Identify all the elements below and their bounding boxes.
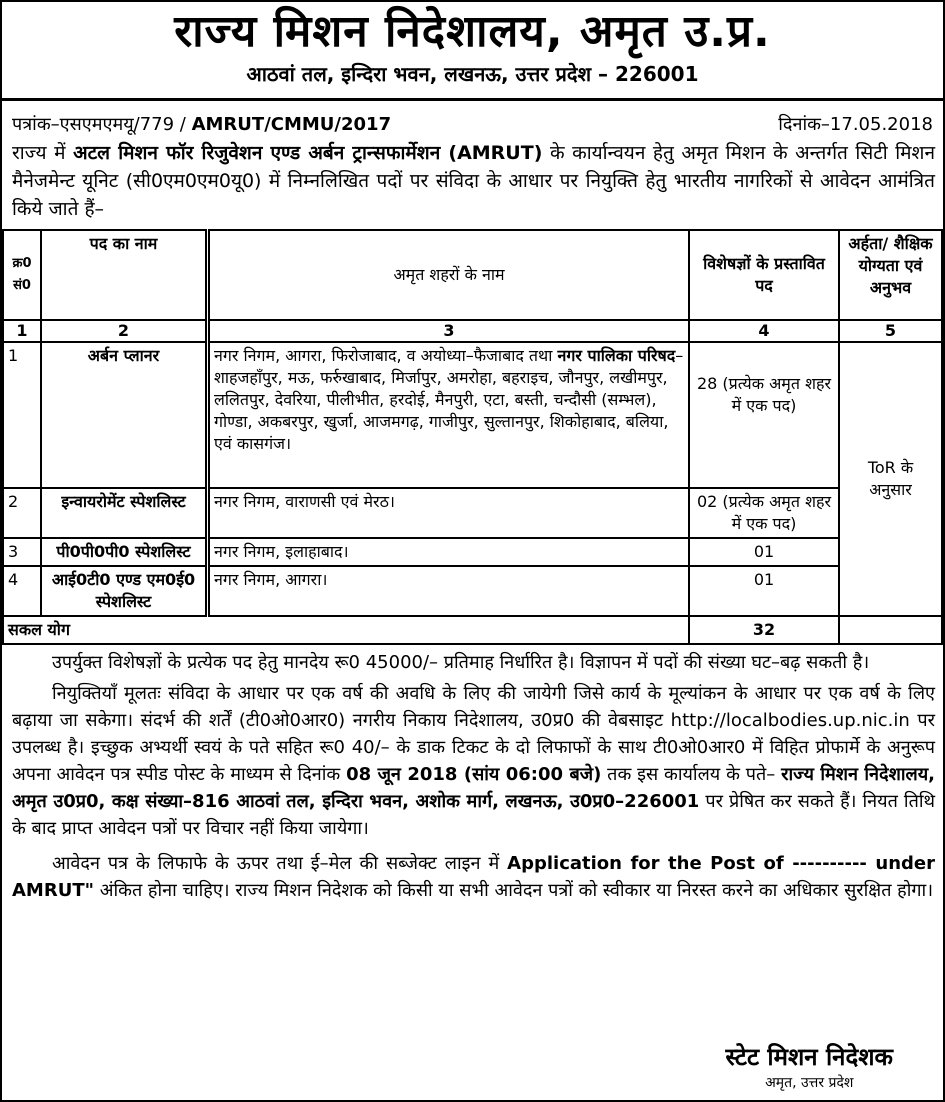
col-count: विशेषज्ञों के प्रस्तावित पद (689, 230, 839, 320)
intro-text-2: के कार्यान्वयन हेतु अमृत मिशन के अन्तर्गत सिटी मिशन मैनेजमेन्ट यूनिट (सी0एम0एम0यू0) में निम्नलिखित पदों पर संविदा के आधार पर नियुक्ति हेतु भारतीय नागरिकों से आवेदन आमंत्रित किये जाते हैं– (12, 142, 936, 220)
col-number: 3 (208, 320, 690, 342)
subject-text-2: अंकित होना चाहिए। राज्य मिशन निदेशक को किसी या सभी आवेदन पत्रों को स्वीकार या निरस्त करने का अधिकार सुरक्षित होगा। (93, 880, 934, 901)
col-post: पद का नाम (41, 230, 208, 320)
col-qualification: अर्हता/ शैक्षिक योग्यता एवं अनुभव (839, 230, 942, 320)
honorarium-paragraph: उपर्युक्त विशेषज्ञों के प्रत्येक पद हेतु मानदेय रू0 45000/– प्रतिमाह निर्धारित है। विज्ञापन में पदों की संख्या घट–बढ़ सकती है। (52, 652, 870, 673)
total-empty (839, 616, 942, 644)
row-serial: 1 (3, 342, 41, 488)
table-row (3, 488, 942, 538)
row-count: 02 (प्रत्येक अमृत शहर में एक पद) (689, 488, 839, 538)
col-number: 4 (689, 320, 839, 342)
terms-text-3: पर प्रेषित कर सकते हैं। नियत तिथि के बाद प्राप्त आवेदन पत्रों पर विचार नहीं किया जायेगा। (12, 791, 935, 839)
row-count: 01 (689, 538, 839, 566)
col-number: 2 (41, 320, 208, 342)
table-header-row (3, 230, 942, 320)
intro-text: राज्य में (12, 142, 74, 164)
col-number: 1 (3, 320, 41, 342)
signatory-title: स्टेट मिशन निदेशक (725, 1043, 893, 1071)
signatory-subtitle: अमृत, उत्तर प्रदेश (765, 1075, 854, 1091)
col-cities: अमृत शहरों के नाम (208, 230, 690, 320)
col-number: 5 (839, 320, 942, 342)
office-address: आठवां तल, इन्दिरा भवन, लखनऊ, उत्तर प्रदेश – 226001 (246, 62, 699, 86)
total-value: 32 (689, 616, 839, 644)
subject-text: आवेदन पत्र के लिफाफे के ऊपर तथा ई–मेल की सब्जेक्ट लाइन में (52, 853, 508, 874)
letter-number-code: AMRUT/CMMU/2017 (191, 114, 392, 135)
row-cities: नगर निगम, वाराणसी एवं मेरठ। (208, 488, 690, 538)
row-serial: 4 (3, 566, 41, 616)
row-cities: नगर निगम, इलाहाबाद। (208, 538, 690, 566)
cities-bold: नगर पालिका परिषद (557, 346, 676, 365)
intro-scheme-name: अटल मिशन फॉर रिजुवेशन एण्ड अर्बन ट्रान्सफार्मेशन (AMRUT) (73, 142, 543, 164)
column-number-row (3, 320, 942, 342)
row-post: पी0पी0पी0 स्पेशलिस्ट (41, 538, 208, 566)
row-serial: 2 (3, 488, 41, 538)
terms-paragraph (2, 676, 943, 842)
reference-row (2, 101, 943, 137)
qualification-cell: ToR के अनुसार (839, 342, 942, 616)
total-row (3, 616, 942, 644)
terms-text-2: तक इस कार्यालय के पते– (601, 764, 782, 785)
cities-text: नगर निगम, आगरा, फिरोजाबाद, व अयोध्या–फैजाबाद तथा (214, 346, 558, 365)
signature-block (726, 1040, 893, 1092)
row-post: इन्वायरोमेंट स्पेशलिस्ट (41, 488, 208, 538)
row-post: आई0टी0 एण्ड एम0ई0 स्पेशलिस्ट (41, 566, 208, 616)
letter-date: दिनांक–17.05.2018 (778, 114, 933, 135)
table-row (3, 566, 942, 616)
row-count: 28 (प्रत्येक अमृत शहर में एक पद) (689, 342, 839, 488)
cities-text-2: –शाहजहाँपुर, मऊ, फर्रुखाबाद, मिर्जापुर, अमरोहा, बहराइच, जौनपुर, लखीमपुर, ललितपुर, देवरिया, पीलीभीत, हरदोई, मैनपुरी, एटा, बस्ती, चन्दौसी (सम्भल), गोण्डा, अकबरपुर, खुर्जा, आजमगढ़, गाजीपुर, सुल्तानपुर, शिकोहाबाद, बलिया, एवं कासगंज। (214, 346, 684, 453)
table-row (3, 538, 942, 566)
row-cities (208, 342, 690, 488)
col-serial: क्र0 सं0 (3, 230, 41, 320)
row-post: अर्बन प्लानर (41, 342, 208, 488)
posts-table (2, 229, 943, 645)
table-row (3, 342, 942, 488)
terms-text: नियुक्तियाँ मूलतः संविदा के आधार पर एक वर्ष की अवधि के लिए की जायेगी जिसे कार्य के मूल्यांकन के आधार पर एक वर्ष के लिए बढ़ाया जा सकेगा। संदर्भ की शर्तें (टी0ओ0आर0) नगरीय निकाय निदेशालय, उ0प्र0 की वेबसाइट http://localbodies.up.nic.in पर उपलब्ध है। इच्छुक अभ्यर्थी स्वयं के पते सहित रू0 40/– के डाक टिकट के दो लिफाफों के साथ टी0ओ0आर0 में विहित प्रोफार्मे के अनुरूप अपना आवेदन पत्र स्पीड पोस्ट के माध्यम से दिनांक (12, 683, 935, 785)
row-serial: 3 (3, 538, 41, 566)
intro-paragraph (2, 137, 943, 223)
subject-paragraph (2, 842, 943, 904)
deadline: 08 जून 2018 (सांय 06:00 बजे) (346, 764, 602, 785)
row-count: 01 (689, 566, 839, 616)
postal-address: राज्य मिशन निदेशालय, अमृत उ0प्र0, कक्ष संख्या–816 आठवां तल, इन्दिरा भवन, अशोक मार्ग, लखनऊ, उ0प्र0–226001 (12, 764, 935, 812)
row-cities: नगर निगम, आगरा। (208, 566, 690, 616)
subject-line: Application for the Post of ---------- under AMRUT" (12, 853, 935, 901)
total-label: सकल योग (3, 616, 689, 644)
letterhead (2, 2, 943, 101)
office-title: राज्य मिशन निदेशालय, अमृत उ.प्र. (174, 6, 771, 57)
letter-number (12, 113, 391, 137)
letter-number-prefix: पत्रांक–एसएमएमयू/779 / (12, 114, 186, 135)
